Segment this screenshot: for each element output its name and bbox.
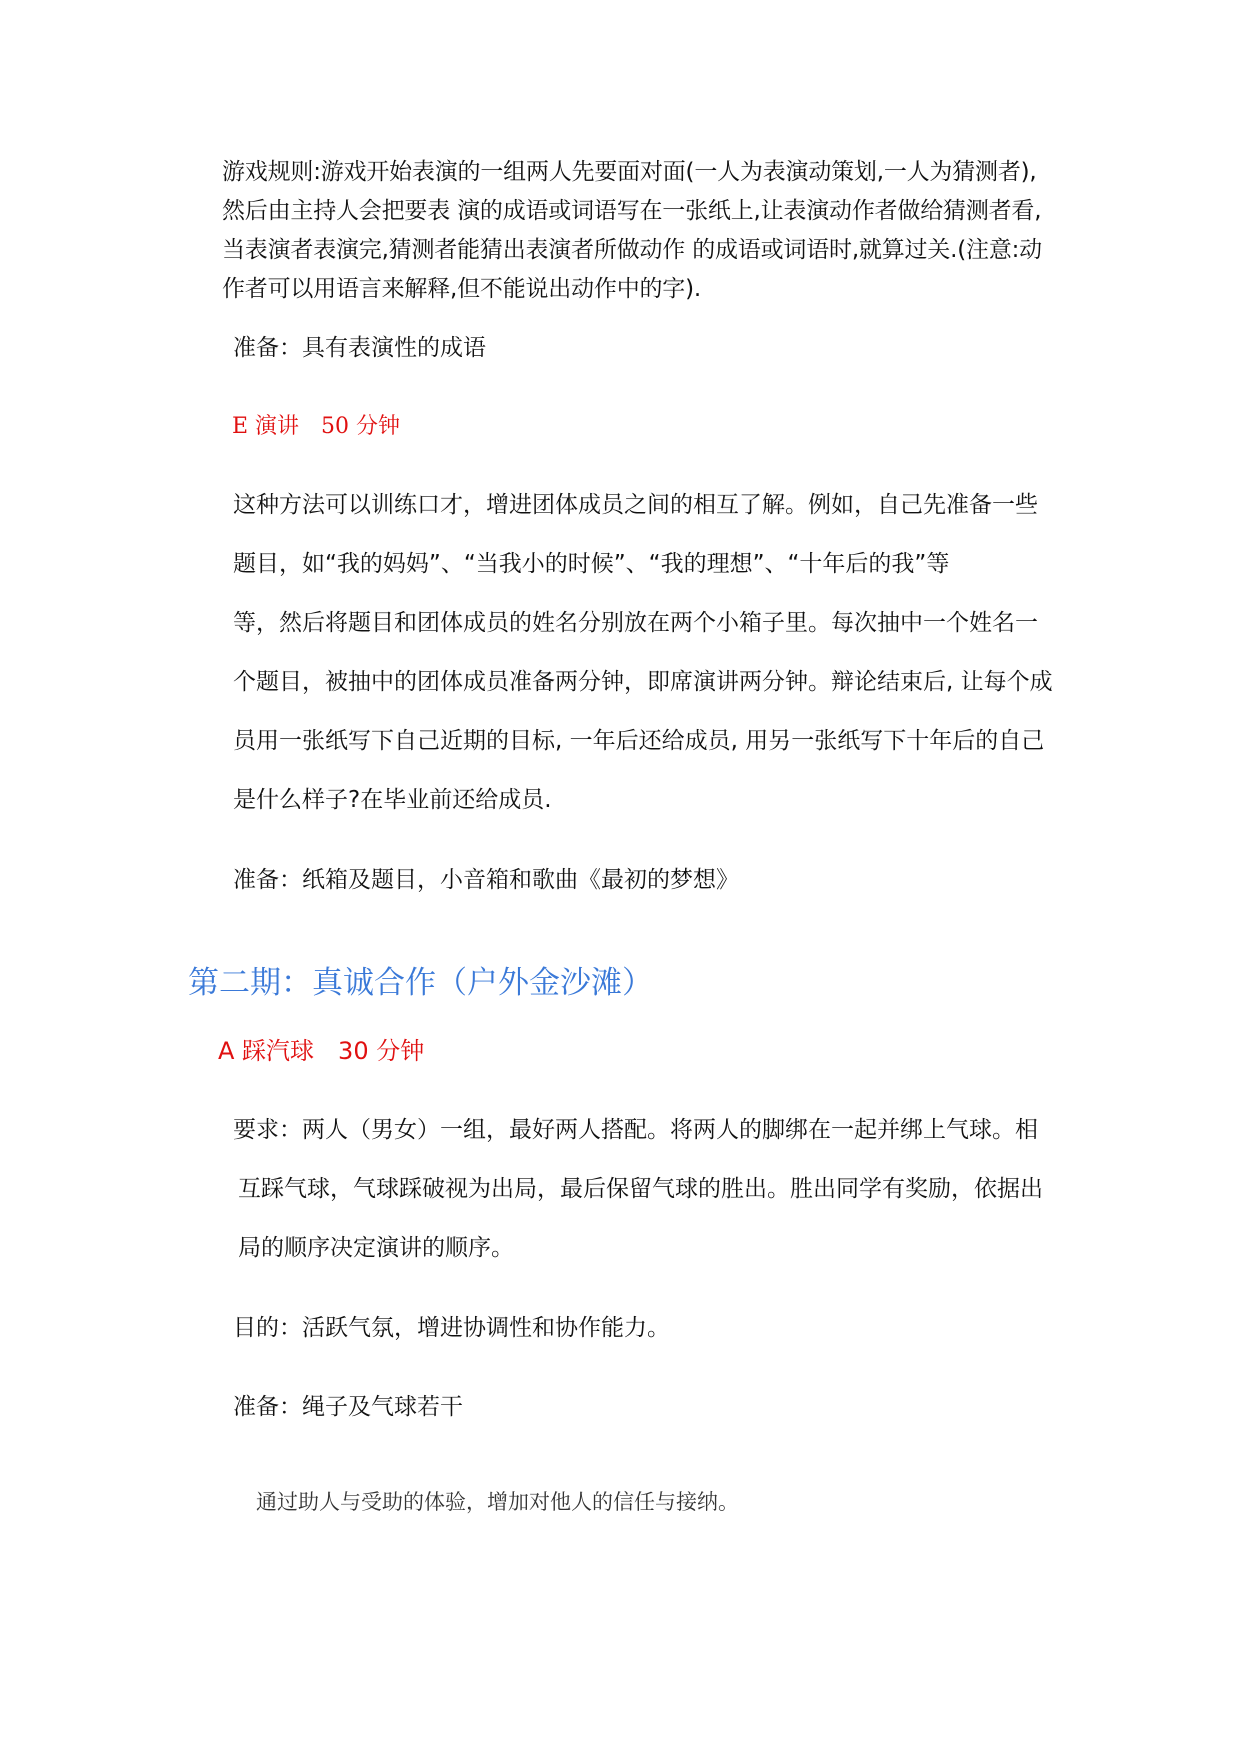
section-2-title: 第二期：真诚合作（户外金沙滩） [188,965,653,1001]
activity-e-line-1: 这种方法可以训练口才，增进团体成员之间的相互了解。例如，自己先准备一些 [233,492,1038,518]
activity-a-goal: 目的：活跃气氛，增进协调性和协作能力。 [233,1315,670,1341]
activity-e-line-6: 是什么样子?在毕业前还给成员. [233,787,552,813]
rules-line-2: 然后由主持人会把要表 演的成语或词语写在一张纸上,让表演动作者做给猜测者看, [222,198,1042,224]
activity-a-prep: 准备：绳子及气球若干 [233,1394,463,1420]
activity-e-line-3: 等，然后将题目和团体成员的姓名分别放在两个小箱子里。每次抽中一个姓名一 [233,610,1038,636]
activity-a-heading: A 踩汽球 30 分钟 [218,1037,425,1065]
activity-e-heading: E 演讲 50 分钟 [232,414,401,439]
activity-a-line-2: 互踩气球，气球踩破视为出局，最后保留气球的胜出。胜出同学有奖励，依据出 [238,1176,1043,1202]
rules-line-3: 当表演者表演完,猜测者能猜出表演者所做动作 的成语或词语时,就算过关.(注意:动 [222,237,1042,263]
rules-prep: 准备：具有表演性的成语 [233,335,486,361]
activity-a-note: 通过助人与受助的体验，增加对他人的信任与接纳。 [256,1490,739,1514]
activity-a-line-1: 要求：两人（男女）一组，最好两人搭配。将两人的脚绑在一起并绑上气球。相 [233,1117,1038,1143]
rules-line-1: 游戏规则:游戏开始表演的一组两人先要面对面(一人为表演动策划,一人为猜测者), [222,159,1037,185]
activity-e-line-5: 员用一张纸写下自己近期的目标, 一年后还给成员, 用另一张纸写下十年后的自己 [233,728,1045,754]
rules-line-4: 作者可以用语言来解释,但不能说出动作中的字). [222,276,701,302]
activity-a-line-3: 局的顺序决定演讲的顺序。 [238,1235,514,1261]
activity-e-line-2: 题目，如“我的妈妈”、“当我小的时候”、“我的理想”、“十年后的我”等 [233,551,950,577]
activity-e-line-4: 个题目，被抽中的团体成员准备两分钟，即席演讲两分钟。辩论结束后, 让每个成 [233,669,1053,695]
activity-e-prep: 准备：纸箱及题目，小音箱和歌曲《最初的梦想》 [233,867,739,893]
